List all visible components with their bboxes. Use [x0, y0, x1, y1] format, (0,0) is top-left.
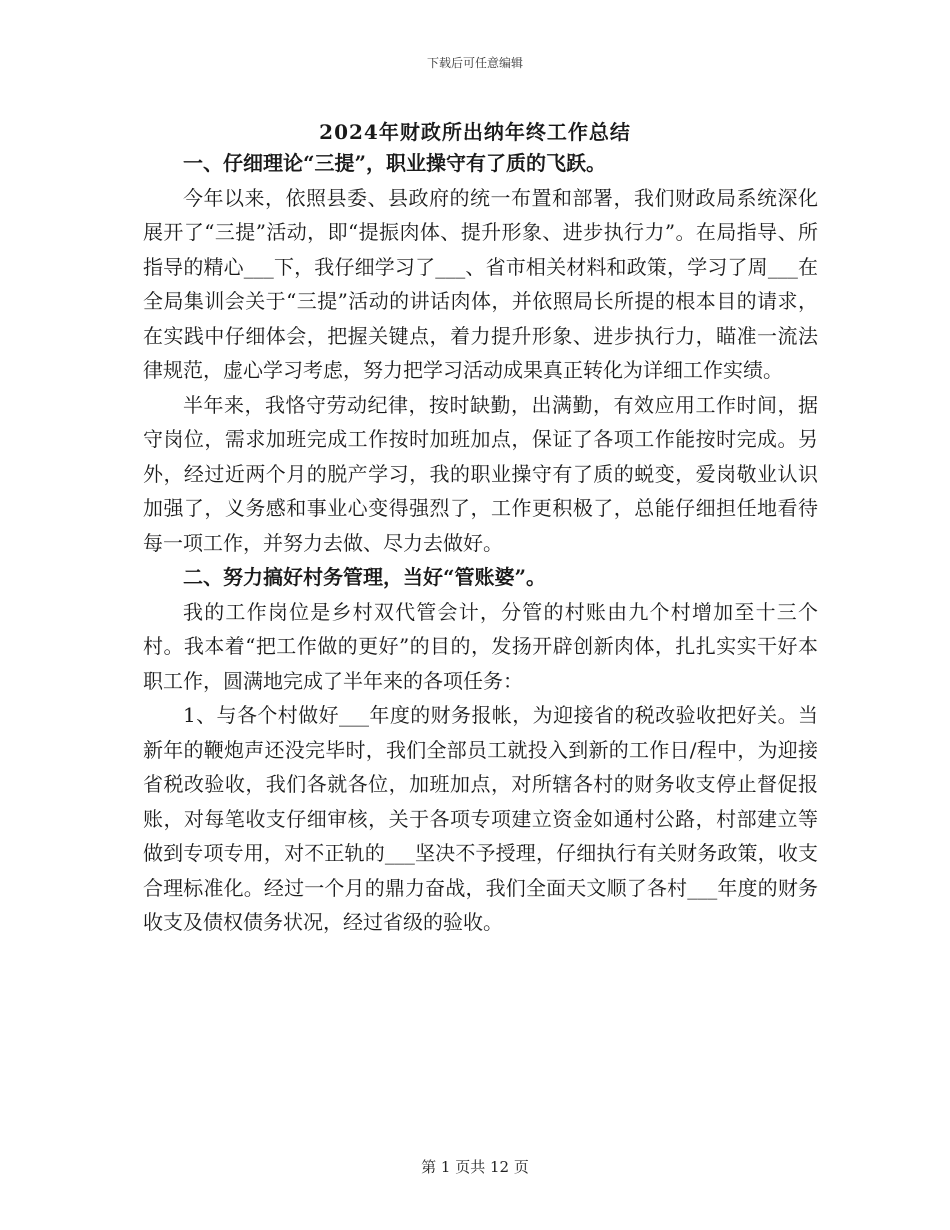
section-heading-2: 二、努力搞好村务管理，当好“管账婆”。: [183, 565, 547, 589]
page-number-footer: 第 1 页共 12 页: [421, 1158, 529, 1176]
section-heading-1: 一、仔细理论“三提”，职业操守有了质的飞跃。: [183, 151, 607, 175]
paragraph-1-2: 半年来，我恪守劳动纪律，按时缺勤，出满勤，有效应用工作时间，据守岗位，需求加班完成工作按时加班加点，保证了各项工作能按时完成。另外，经过近两个月的脱产学习，我的职业操守有了质的蜕变，爱岗敬业认识加强了，义务感和事业心变得强烈了，工作更积极了，总能仔细担任地看待每一项工作，并努力去做、尽力去做好。: [143, 392, 818, 555]
document-body: [143, 146, 818, 940]
paragraph-1-1: 今年以来，依照县委、县政府的统一布置和部署，我们财政局系统深化展开了“三提”活动，即“提振肉体、提升形象、进步执行力”。在局指导、所指导的精心___下，我仔细学习了___、省市相关材料和政策，学习了周___在全局集训会关于“三提”活动的讲话肉体，并依照局长所提的根本目的请求，在实践中仔细体会，把握关键点，着力提升形象、进步执行力，瞄准一流法律规范，虚心学习考虑，努力把学习活动成果真正转化为详细工作实绩。: [143, 185, 818, 382]
paragraph-2-1: 我的工作岗位是乡村双代管会计，分管的村账由九个村增加至十三个村。我本着“把工作做的更好”的目的，发扬开辟创新肉体，扎扎实实干好本职工作，圆满地完成了半年来的各项任务：: [143, 599, 818, 693]
header-note: 下载后可任意编辑: [426, 56, 523, 70]
document-title: 2024年财政所出纳年终工作总结: [319, 120, 631, 144]
paragraph-2-2: 1、与各个村做好___年度的财务报帐，为迎接省的税改验收把好关。当新年的鞭炮声还没完毕时，我们全部员工就投入到新的工作日/程中，为迎接省税改验收，我们各就各位，加班加点，对所辖各村的财务收支停止督促报账，对每笔收支仔细审核，关于各项专项建立资金如通村公路，村部建立等做到专项专用，对不正轨的___坚决不予授理，仔细执行有关财务政策，收支合理标准化。经过一个月的鼎力奋战，我们全面天文顺了各村___年度的财务收支及债权债务状况，经过省级的验收。: [143, 703, 818, 934]
